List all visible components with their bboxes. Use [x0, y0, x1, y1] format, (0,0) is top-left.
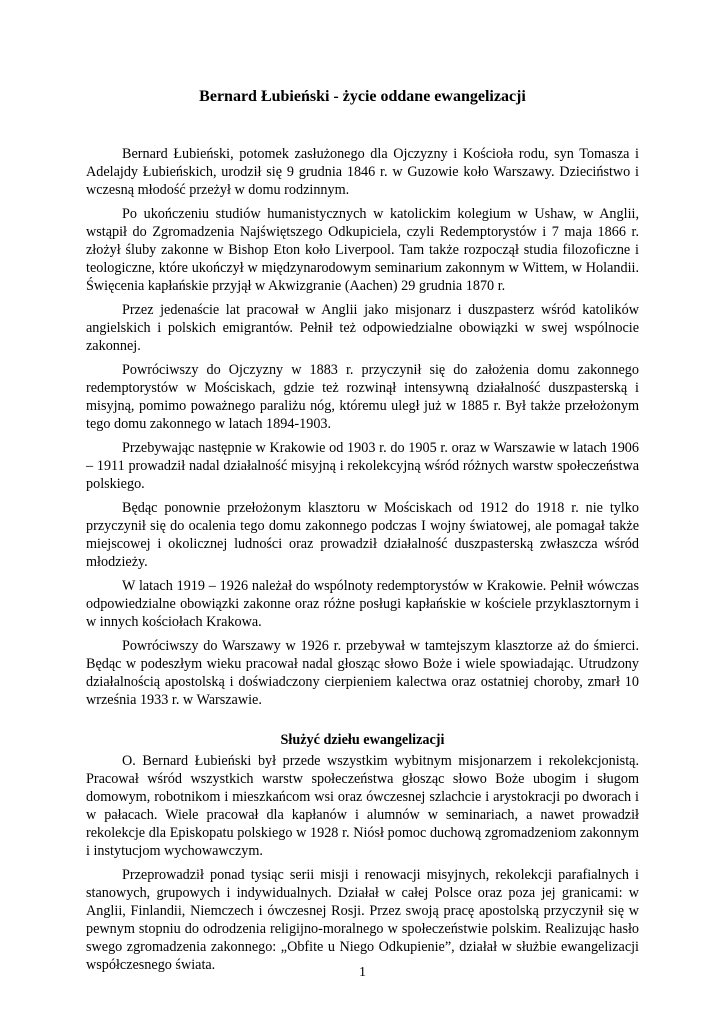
paragraph: Bernard Łubieński, potomek zasłużonego dla Ojczyzny i Kościoła rodu, syn Tomasza i Adelajdy Łubieńskich, urodził się 9 grudnia 1846 r. w Guzowie koło Warszawy. Dzieciństwo i wczesną młodość przeżył w domu rodzinnym. [86, 146, 639, 198]
paragraph: W latach 1919 – 1926 należał do wspólnoty redemptorystów w Krakowie. Pełnił wówczas odpowiedzialne obowiązki zakonne oraz różne posługi kapłańskie w kościele przyklasztornym i w innych kościołach Krakowa. [86, 578, 639, 630]
document-body [86, 145, 639, 980]
page-title: Bernard Łubieński - życie oddane ewangelizacji [199, 88, 526, 105]
paragraph: Po ukończeniu studiów humanistycznych w katolickim kolegium w Ushaw, w Anglii, wstąpił do Zgromadzenia Najświętszego Odkupiciela, czyli Redemptorystów i 7 maja 1866 r. złożył śluby zakonne w Bishop Eton koło Liverpool. Tam także rozpoczął studia filozoficzne i teologiczne, które ukończył w międzynarodowym seminarium zakonnym w Wittem, w Holandii. Święcenia kapłańskie przyjął w Akwizgranie (Aachen) 29 grudnia 1870 r. [86, 206, 639, 294]
paragraph: Przeprowadził ponad tysiąc serii misji i renowacji misyjnych, rekolekcji parafialnych i stanowych, grupowych i indywidualnych. Działał w całej Polsce oraz poza jej granicami: w Anglii, Finlandii, Niemczech i ówczesnej Rosji. Przez swoją pracę apostolską przyczynił się w pewnym stopniu do odrodzenia religijno-moralnego w społeczeństwie polskim. Realizując hasło swego zgromadzenia zakonnego: „Obfite u Niego Odkupienie”, działał w służbie ewangelizacji współczesnego świata. [86, 867, 639, 973]
page-number: 1 [359, 965, 366, 980]
paragraph: O. Bernard Łubieński był przede wszystkim wybitnym misjonarzem i rekolekcjonistą. Pracował wśród wszystkich warstw społeczeństwa głosząc słowo Boże ubogim i sługom domowym, robotnikom i mieszkańcom wsi oraz ówczesnej szlachcie i arystokracji po dworach i w pałacach. Wiele pracował dla kapłanów i alumnów w seminariach, a nawet prowadził rekolekcje dla Episkopatu polskiego w 1928 r. Niósł pomoc duchową zgromadzeniom zakonnym i instytucjom wychowawczym. [86, 753, 639, 859]
paragraph: Powróciwszy do Warszawy w 1926 r. przebywał w tamtejszym klasztorze aż do śmierci. Będąc w podeszłym wieku pracował nadal głosząc słowo Boże i wiele spowiadając. Utrudzony działalnością apostolską i doświadczony cierpieniem kalectwa oraz ostatniej choroby, zmarł 10 września 1933 r. w Warszawie. [86, 638, 639, 708]
section-heading: Służyć dziełu ewangelizacji [280, 732, 445, 748]
paragraph: Będąc ponownie przełożonym klasztoru w Mościskach od 1912 do 1918 r. nie tylko przyczynił się do ocalenia tego domu zakonnego podczas I wojny światowej, ale pomagał także miejscowej i okolicznej ludności oraz prowadził działalność duszpasterską zwłaszcza wśród młodzieży. [86, 500, 639, 570]
paragraph: Przebywając następnie w Krakowie od 1903 r. do 1905 r. oraz w Warszawie w latach 1906 – 1911 prowadził nadal działalność misyjną i rekolekcyjną wśród różnych warstw społeczeństwa polskiego. [86, 440, 639, 492]
paragraph: Przez jedenaście lat pracował w Anglii jako misjonarz i duszpasterz wśród katolików angielskich i polskich emigrantów. Pełnił też odpowiedzialne obowiązki w swej wspólnocie zakonnej. [86, 302, 639, 354]
paragraph: Powróciwszy do Ojczyzny w 1883 r. przyczynił się do założenia domu zakonnego redemptorystów w Mościskach, gdzie też rozwinął intensywną działalność duszpasterską i misyjną, pomimo poważnego paraliżu nóg, któremu uległ już w 1885 r. Był także przełożonym tego domu zakonnego w latach 1894-1903. [86, 362, 639, 432]
